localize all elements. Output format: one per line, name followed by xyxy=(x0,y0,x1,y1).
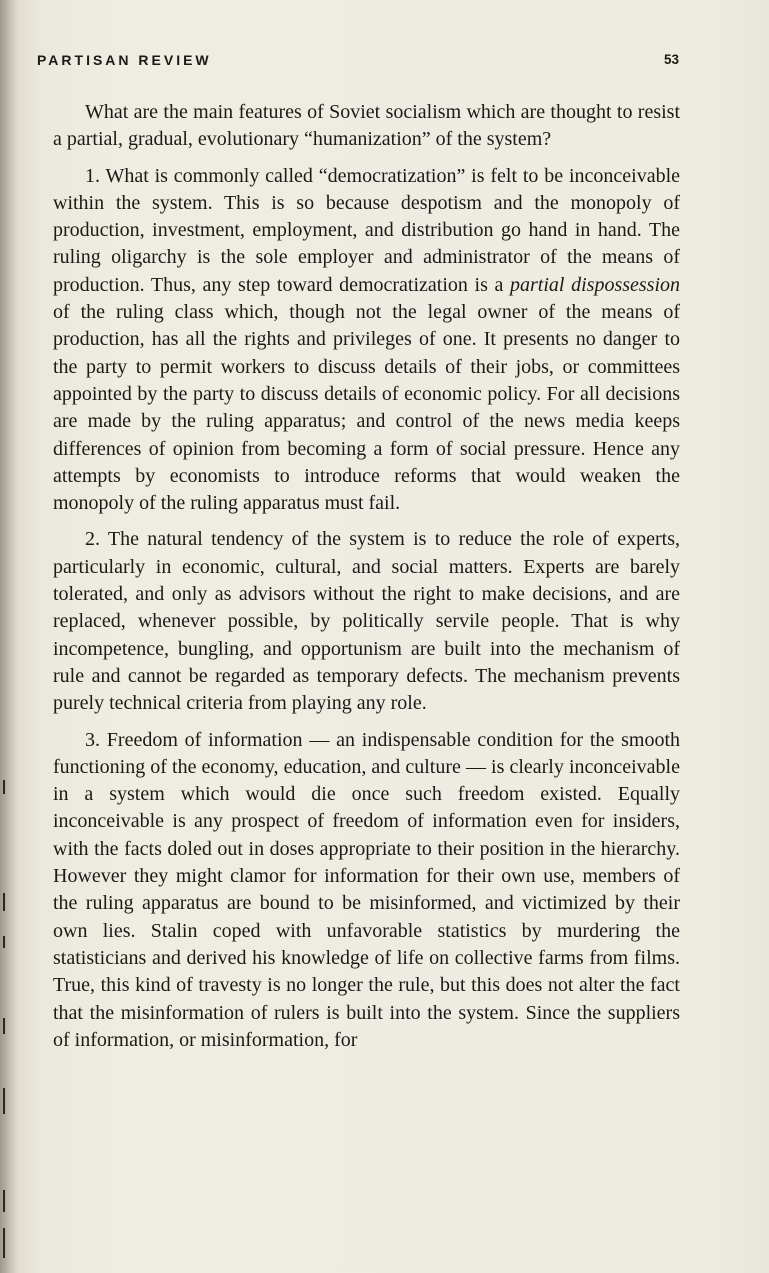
binding-edge-mark xyxy=(3,1088,5,1114)
body-text xyxy=(53,99,680,1063)
point-1-text-before: 1. What is commonly called “democratization” is felt to be inconceivable within the system. This is so because despotism and the monopoly of production, investment, employment, and distribution go hand in hand. The ruling oligarchy is the sole employer and administrator of the means of production. Thus, any step toward democratization is a xyxy=(53,164,680,296)
binding-gutter-shadow xyxy=(0,0,18,1273)
binding-edge-mark xyxy=(3,1018,5,1034)
intro-paragraph: What are the main features of Soviet socialism which are thought to resist a partial, gradual, evolutionary “humanization” of the system? xyxy=(53,101,680,151)
point-1-text-after: of the ruling class which, though not the legal owner of the means of production, has all the rights and privileges of one. It presents no danger to the party to permit workers to discuss details of their jobs, or committees appointed by the party to discuss details of economic policy. For all decisions are made by the ruling apparatus; and control of the news media keeps differences of opinion from becoming a form of social pressure. Hence any attempts by economists to introduce reforms that would weaken the monopoly of the ruling apparatus must fail. xyxy=(53,301,680,515)
binding-edge-mark xyxy=(3,1228,5,1258)
journal-title: PARTISAN REVIEW xyxy=(37,52,212,68)
page-number: 53 xyxy=(663,52,679,67)
point-1-paragraph xyxy=(53,163,680,518)
point-1-emphasis: partial dispossession xyxy=(510,273,681,296)
binding-edge-mark xyxy=(3,1190,5,1212)
binding-edge-mark xyxy=(3,780,5,794)
binding-edge-mark xyxy=(3,893,5,911)
point-3-paragraph: 3. Freedom of information — an indispensable condition for the smooth functioning of the economy, education, and culture — is clearly inconceivable in a system which would die once such freedom existed. Equally inconceivable is any prospect of freedom of information even for insiders, with the facts doled out in doses appropriate to their position in the hierarchy. However they might clamor for information for their own use, members of the ruling apparatus are bound to be misinformed, and victimized by their own lies. Stalin coped with unfavorable statistics by murdering the statisticians and derived his knowledge of life on collective farms from films. True, this kind of travesty is no longer the rule, but this does not alter the fact that the misinformation of rulers is built into the system. Since the suppliers of information, or misinformation, for xyxy=(53,728,680,1051)
running-head xyxy=(37,52,679,72)
point-2-paragraph: 2. The natural tendency of the system is to reduce the role of experts, particularly in economic, cultural, and social matters. Experts are barely tolerated, and only as advisors without the right to make decisions, and are replaced, whenever possible, by politically servile people. That is why incompetence, bungling, and opportunism are built into the mechanism of rule and cannot be regarded as temporary defects. The mechanism prevents purely technical criteria from playing any role. xyxy=(53,528,680,715)
binding-edge-mark xyxy=(3,936,5,948)
